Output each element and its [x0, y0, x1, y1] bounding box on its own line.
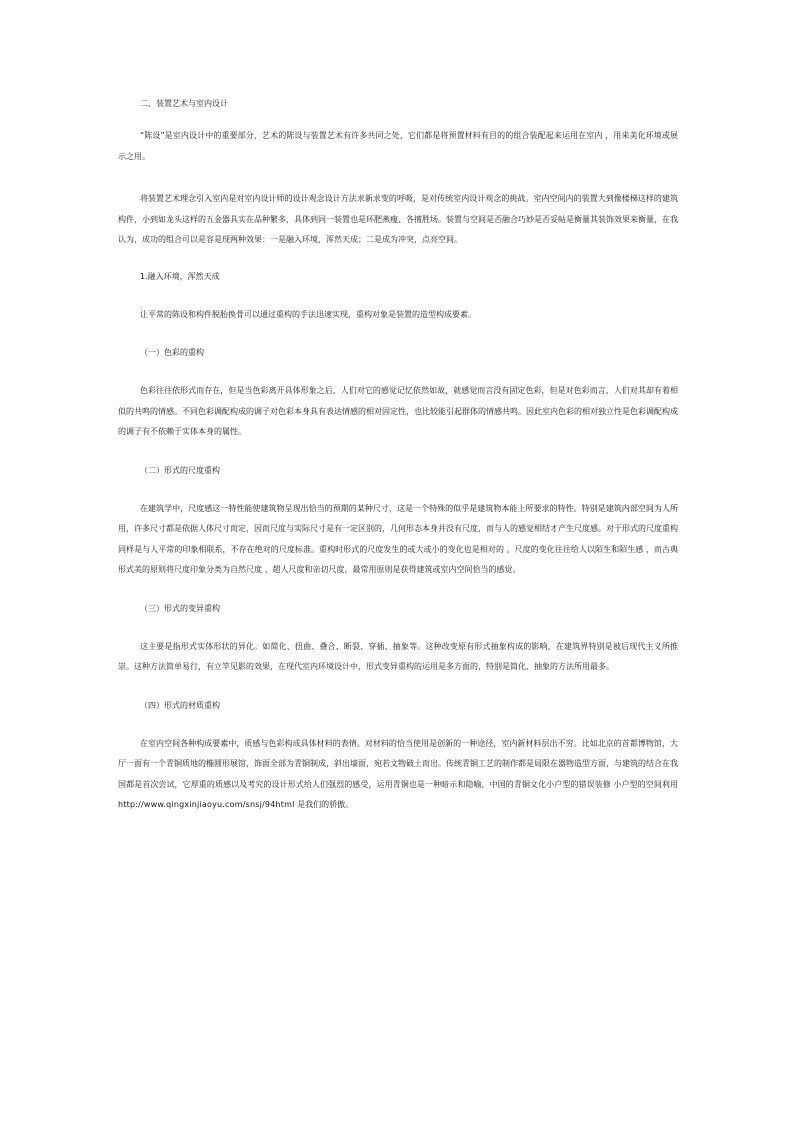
paragraph-color: 色彩往往依形式而存在，但是当色彩离开具体形象之后，人们对它的感觉记忆依然如故，就感觉而言没有固定色彩，但是对色彩而言，人们对其却有着相似的共鸣的情感。不同色彩调配构成的调子对色彩本身具有表达情感的相对固定性，也比较能引起群体的情感共鸣。因此室内色彩的相对独立性是色彩调配构成的调子有不依赖于实体本身的属性。	[118, 386, 678, 436]
paragraph-material-text: 在室内空间各种构成要素中，质感与色彩构成具体材料的表情。对材料的恰当使用是创新的一种途径，室内新材料层出不穷。比如北京的首都博物馆，大厅一面有一个青铜质地的椭圆形展馆，饰面全部为青铜制成，斜出墙面，宛若文物破土而出。传统青铜工艺的制作都是局限在器物造型方面，与建筑的结合在我国都是首次尝试，它厚重的质感以及考究的设计形式给人们强烈的感受，运用青铜也是一种暗示和隐喻，中国的青铜文化小户型的错误装修 小户型的空间利用	[118, 738, 678, 789]
document-page	[118, 98, 678, 816]
subheading-variation-reconstruction: （三）形式的变异重构	[140, 603, 220, 613]
paragraph-reconstruction: 让平常的陈设和构件脱胎换骨可以通过重构的手法迅速实现，重构对象是装置的造型构成要素。	[140, 309, 476, 319]
section-title: 二、装置艺术与室内设计	[140, 99, 228, 108]
paragraph-installation-concept: 将装置艺术理念引入室内是对室内设计师的设计观念设计方法求新求变的呼吸，是对传统室内设计观念的挑战。室内空间内的装置大到像楼梯这样的建筑构件，小到如龙头这样的五金器具实在品种繁多，具体到同一装置也是环肥燕瘦、各擅胜场。装置与空间是否融合巧妙是否妥帖是衡量其装饰效果来衡量，在我认为，成功的组合可以是容是现两种效果：一是融入环境，浑然天成；二是成为冲突，点亮空间。	[118, 194, 678, 244]
paragraph-decoration: “陈设”是室内设计中的重要部分，艺术的陈设与装置艺术有许多共同之处，它们都是将预置材料有目的的组合装配起来运用在室内 ，用来美化环境或展示之用。	[118, 131, 678, 161]
source-link[interactable]: http://www.qingxinjiaoyu.com/snsj/94html	[118, 800, 295, 809]
paragraph-scale: 在建筑学中，尺度感这一特性能使建筑物呈现出恰当的预期的某种尺寸，这是一个特殊的似乎是建筑物本能上所要求的特性。特别是建筑内部空间为人所用，许多尺寸都是依据人体尺寸而定，因而尺度与实际尺寸是有一定区别的，几何形态本身并没有尺度，而与人的感觉相结才产生尺度感。对于形式的尺度重构同样是与人平常的印象相联系，不存在绝对的尺度标准。重构时形式的尺度发生的或大或小的变化也是相对的 。尺度的变化往往给人以陌生和陌生感 ，而古典形式美的原则将尺度印象分类为自然尺度 、超人尺度和亲切尺度，最常用原则是获得建筑或室内空间恰当的感觉。	[118, 503, 678, 574]
subheading-color-reconstruction: （一）色彩的重构	[140, 348, 204, 357]
subheading-blend-environment: 1.融入环境，浑然天成	[140, 271, 220, 281]
subheading-material-reconstruction: （四）形式的材质重构	[140, 700, 220, 710]
subheading-scale-reconstruction: （二）形式的尺度重构	[140, 465, 220, 475]
paragraph-material-end: 是我们的骄傲。	[294, 800, 354, 809]
paragraph-variation: 这主要是指形式实体形状的异化。如简化、扭曲、叠合、断裂、穿插、抽象等。这种改变原有形式抽象构成的影响，在建筑界特别是被后现代主义所推崇。这种方法简单易行，有立竿见影的效果，在现代室内环境设计中，形式变异重构的运用是多方面的，特别是简化、抽象的方法所用最多。	[118, 641, 678, 671]
paragraph-material	[118, 734, 678, 816]
